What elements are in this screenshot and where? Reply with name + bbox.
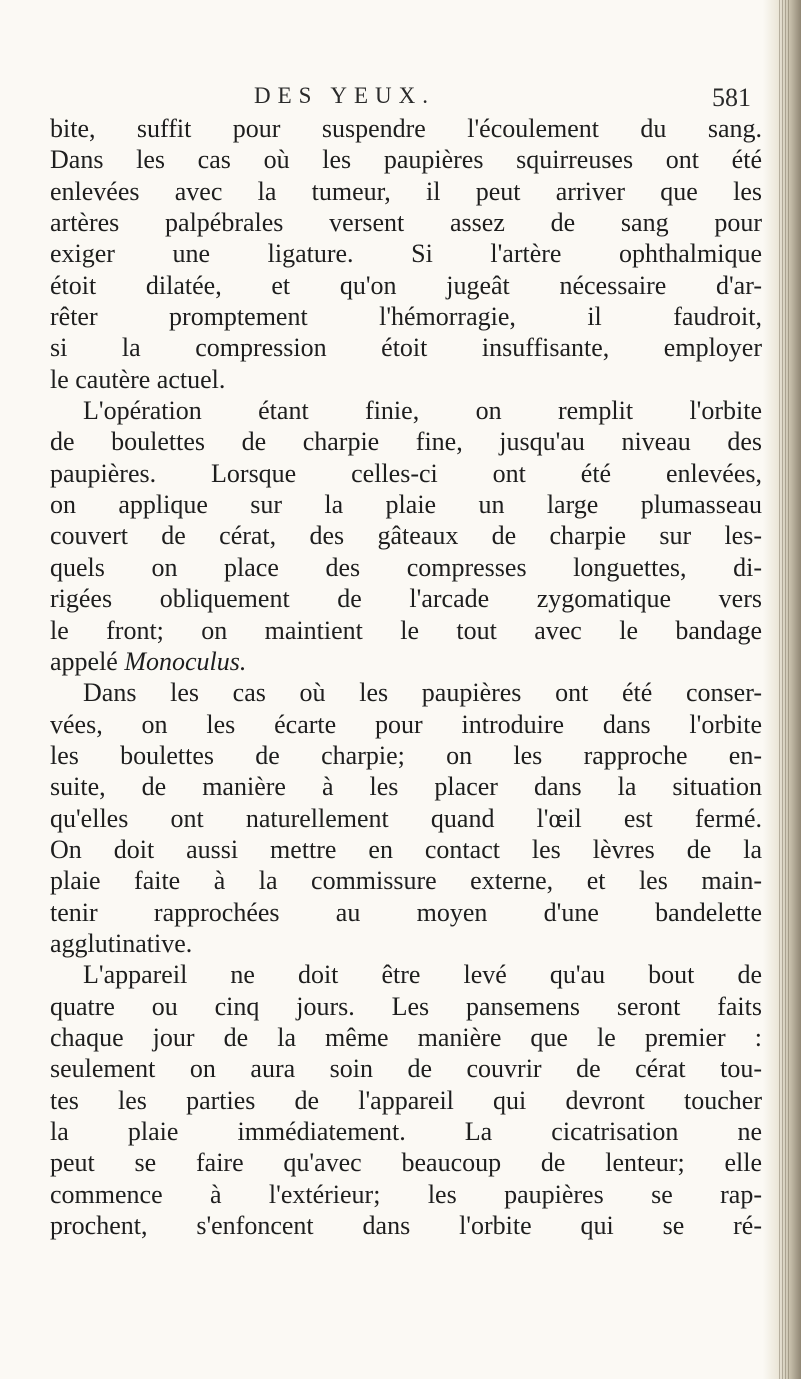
text-line: tenir rapprochées au moyen d'une bandelette <box>50 897 762 927</box>
running-head: DES YEUX. <box>254 83 435 108</box>
page-header <box>0 83 762 113</box>
text-line: le cautère actuel. <box>50 364 226 394</box>
text-line-start: appelé <box>50 646 118 676</box>
text-line: L'appareil ne doit être levé qu'au bout de <box>83 960 762 990</box>
text-line: quels on place des compresses longuettes, di- <box>50 552 762 582</box>
text-line: couvert de cérat, des gâteaux de charpie sur les- <box>50 521 762 551</box>
text-line: suite, de manière à les placer dans la situation <box>50 772 762 802</box>
text-line: bite, suffit pour suspendre l'écoulement du sang. <box>50 114 762 143</box>
text-line: vées, on les écarte pour introduire dans l'orbite <box>50 709 762 739</box>
text-line: On doit aussi mettre en contact les lèvres de la <box>50 834 762 864</box>
text-line: enlevées avec la tumeur, il peut arriver que les <box>50 176 762 206</box>
text-line: si la compression étoit insuffisante, employer <box>50 333 762 363</box>
text-line: commence à l'extérieur; les paupières se rap- <box>50 1179 762 1209</box>
text-line: agglutinative. <box>50 928 193 958</box>
text-line: on applique sur la plaie un large plumasseau <box>50 490 762 520</box>
text-line: seulement on aura soin de couvrir de cérat tou- <box>50 1054 762 1084</box>
text-line: exiger une ligature. Si l'artère ophthalmique <box>50 239 762 269</box>
text-line <box>50 646 762 677</box>
page-edge <box>779 0 789 1379</box>
text-line: artères palpébrales versent assez de sang pour <box>50 208 762 238</box>
text-line: rêter promptement l'hémorragie, il faudroit, <box>50 302 762 332</box>
text-line: plaie faite à la commissure externe, et les main- <box>50 866 762 896</box>
text-line: le front; on maintient le tout avec le bandage <box>50 615 762 645</box>
text-line: peut se faire qu'avec beaucoup de lenteur; elle <box>50 1148 762 1178</box>
text-line: qu'elles ont naturellement quand l'œil est fermé. <box>50 803 762 833</box>
text-line: paupières. Lorsque celles-ci ont été enlevées, <box>50 458 762 488</box>
text-line: chaque jour de la même manière que le premier : <box>50 1022 762 1052</box>
text-line: les boulettes de charpie; on les rapproche en- <box>50 740 762 770</box>
bandage-name: Monoculus. <box>124 646 247 676</box>
text-line: quatre ou cinq jours. Les pansemens seront faits <box>50 991 762 1021</box>
text-line: prochent, s'enfoncent dans l'orbite qui se ré- <box>50 1211 762 1241</box>
text-line: Dans les cas où les paupières ont été conser- <box>83 678 762 708</box>
page-gutter-shadow <box>763 0 801 1379</box>
page-number: 581 <box>712 83 751 112</box>
text-line: L'opération étant finie, on remplit l'orbite <box>83 396 762 426</box>
text-line: Dans les cas où les paupières squirreuses ont été <box>50 145 762 175</box>
text-line: la plaie immédiatement. La cicatrisation ne <box>50 1117 762 1146</box>
text-line: étoit dilatée, et qu'on jugeât nécessaire d'ar- <box>50 270 762 300</box>
body-text <box>50 113 762 1241</box>
text-line: de boulettes de charpie fine, jusqu'au niveau des <box>50 427 762 457</box>
text-line: tes les parties de l'appareil qui devront toucher <box>50 1085 762 1115</box>
text-line: rigées obliquement de l'arcade zygomatique vers <box>50 584 762 614</box>
